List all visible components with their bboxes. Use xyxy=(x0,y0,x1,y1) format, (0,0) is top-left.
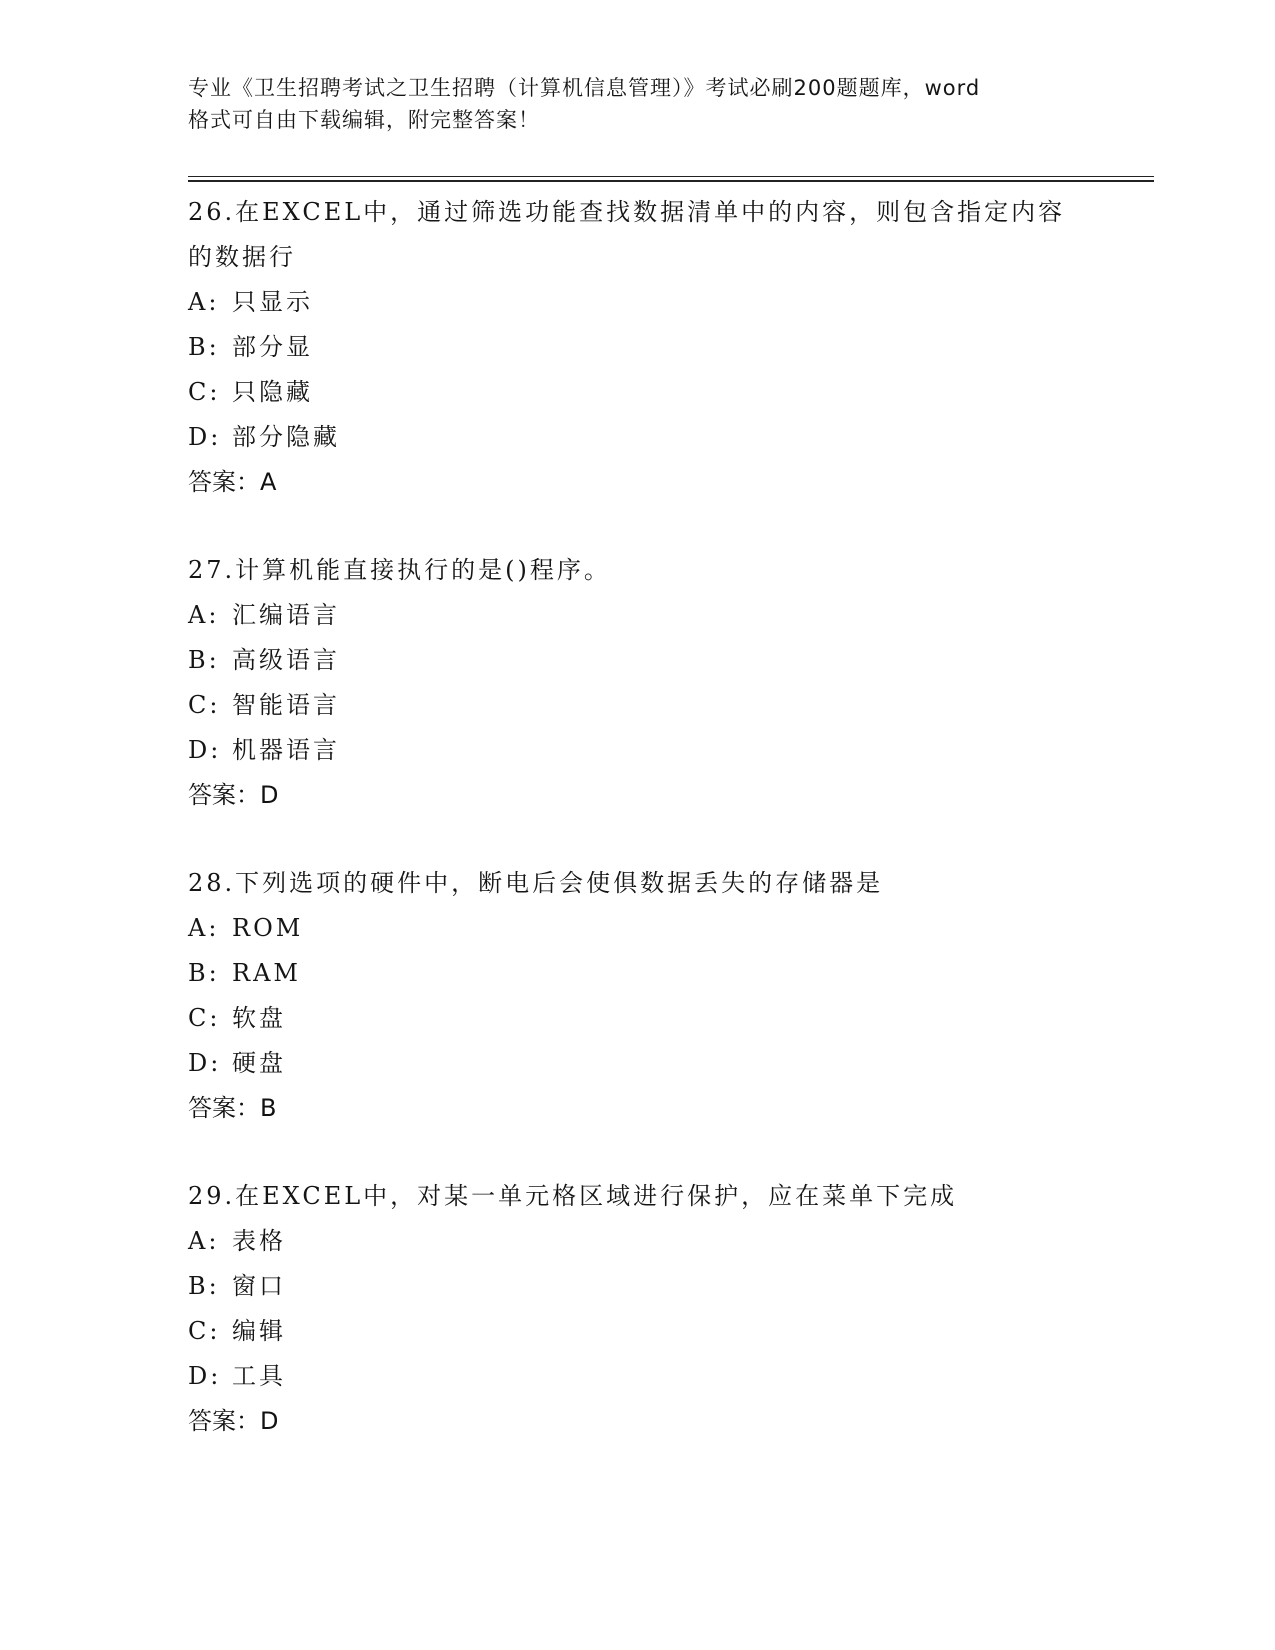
option-key: C: xyxy=(188,691,221,719)
option-key: D: xyxy=(188,423,222,451)
header-line-1: 专业《卫生招聘考试之卫生招聘（计算机信息管理）》考试必刷200题题库，word xyxy=(188,76,981,100)
question-text: 27.计算机能直接执行的是()程序。 xyxy=(188,556,611,584)
option-text: 表格 xyxy=(232,1227,286,1255)
option-b xyxy=(188,325,1088,370)
header-line-2: 格式可自由下载编辑，附完整答案！ xyxy=(188,108,540,132)
answer-label: 答案：D xyxy=(188,1407,279,1435)
option-text: 高级语言 xyxy=(232,646,340,674)
option-key: B: xyxy=(188,1272,220,1300)
option-key: B: xyxy=(188,333,220,361)
option-d xyxy=(188,728,1088,773)
option-a xyxy=(188,280,1088,325)
option-a xyxy=(188,593,1088,638)
answer-label: 答案：B xyxy=(188,1094,277,1122)
option-key: A: xyxy=(188,914,220,942)
option-text: 窗口 xyxy=(232,1272,286,1300)
option-key: C: xyxy=(188,1004,221,1032)
option-key: B: xyxy=(188,959,220,987)
question-text: 28.下列选项的硬件中，断电后会使俱数据丢失的存储器是 xyxy=(188,869,884,897)
option-c xyxy=(188,996,1088,1041)
option-key: D: xyxy=(188,1362,222,1390)
option-a xyxy=(188,1219,1088,1264)
answer-label: 答案：A xyxy=(188,468,277,496)
document-header xyxy=(188,72,1088,136)
option-c xyxy=(188,1309,1088,1354)
option-text: 部分隐藏 xyxy=(232,423,340,451)
answer-label: 答案：D xyxy=(188,781,279,809)
option-key: A: xyxy=(188,288,220,316)
option-key: A: xyxy=(188,1227,220,1255)
option-d xyxy=(188,415,1088,460)
option-text: 机器语言 xyxy=(232,736,340,764)
option-b xyxy=(188,638,1088,683)
option-text: ROM xyxy=(232,914,304,942)
option-key: B: xyxy=(188,646,220,674)
option-key: D: xyxy=(188,1049,222,1077)
option-text: RAM xyxy=(232,959,301,987)
option-key: C: xyxy=(188,1317,221,1345)
option-d xyxy=(188,1354,1088,1399)
option-text: 只显示 xyxy=(232,288,313,316)
option-key: D: xyxy=(188,736,222,764)
option-text: 智能语言 xyxy=(232,691,340,719)
option-text: 硬盘 xyxy=(232,1049,286,1077)
option-c xyxy=(188,683,1088,728)
question-list xyxy=(188,190,1088,1487)
option-text: 工具 xyxy=(232,1362,286,1390)
option-key: A: xyxy=(188,601,220,629)
option-b xyxy=(188,1264,1088,1309)
option-c xyxy=(188,370,1088,415)
option-text: 软盘 xyxy=(232,1004,286,1032)
question-29 xyxy=(188,1174,1088,1444)
option-key: C: xyxy=(188,378,221,406)
option-b xyxy=(188,951,1088,996)
option-text: 只隐藏 xyxy=(232,378,313,406)
header-divider-thin xyxy=(188,176,1154,177)
option-text: 汇编语言 xyxy=(232,601,340,629)
question-text: 29.在EXCEL中，对某一单元格区域进行保护，应在菜单下完成 xyxy=(188,1182,958,1210)
option-text: 编辑 xyxy=(232,1317,286,1345)
question-text: 26.在EXCEL中，通过筛选功能查找数据清单中的内容，则包含指定内容的数据行 xyxy=(188,198,1066,271)
option-d xyxy=(188,1041,1088,1086)
question-28 xyxy=(188,861,1088,1131)
question-26 xyxy=(188,190,1088,505)
option-a xyxy=(188,906,1088,951)
option-text: 部分显 xyxy=(232,333,313,361)
header-divider-thick xyxy=(188,180,1154,182)
question-27 xyxy=(188,548,1088,818)
